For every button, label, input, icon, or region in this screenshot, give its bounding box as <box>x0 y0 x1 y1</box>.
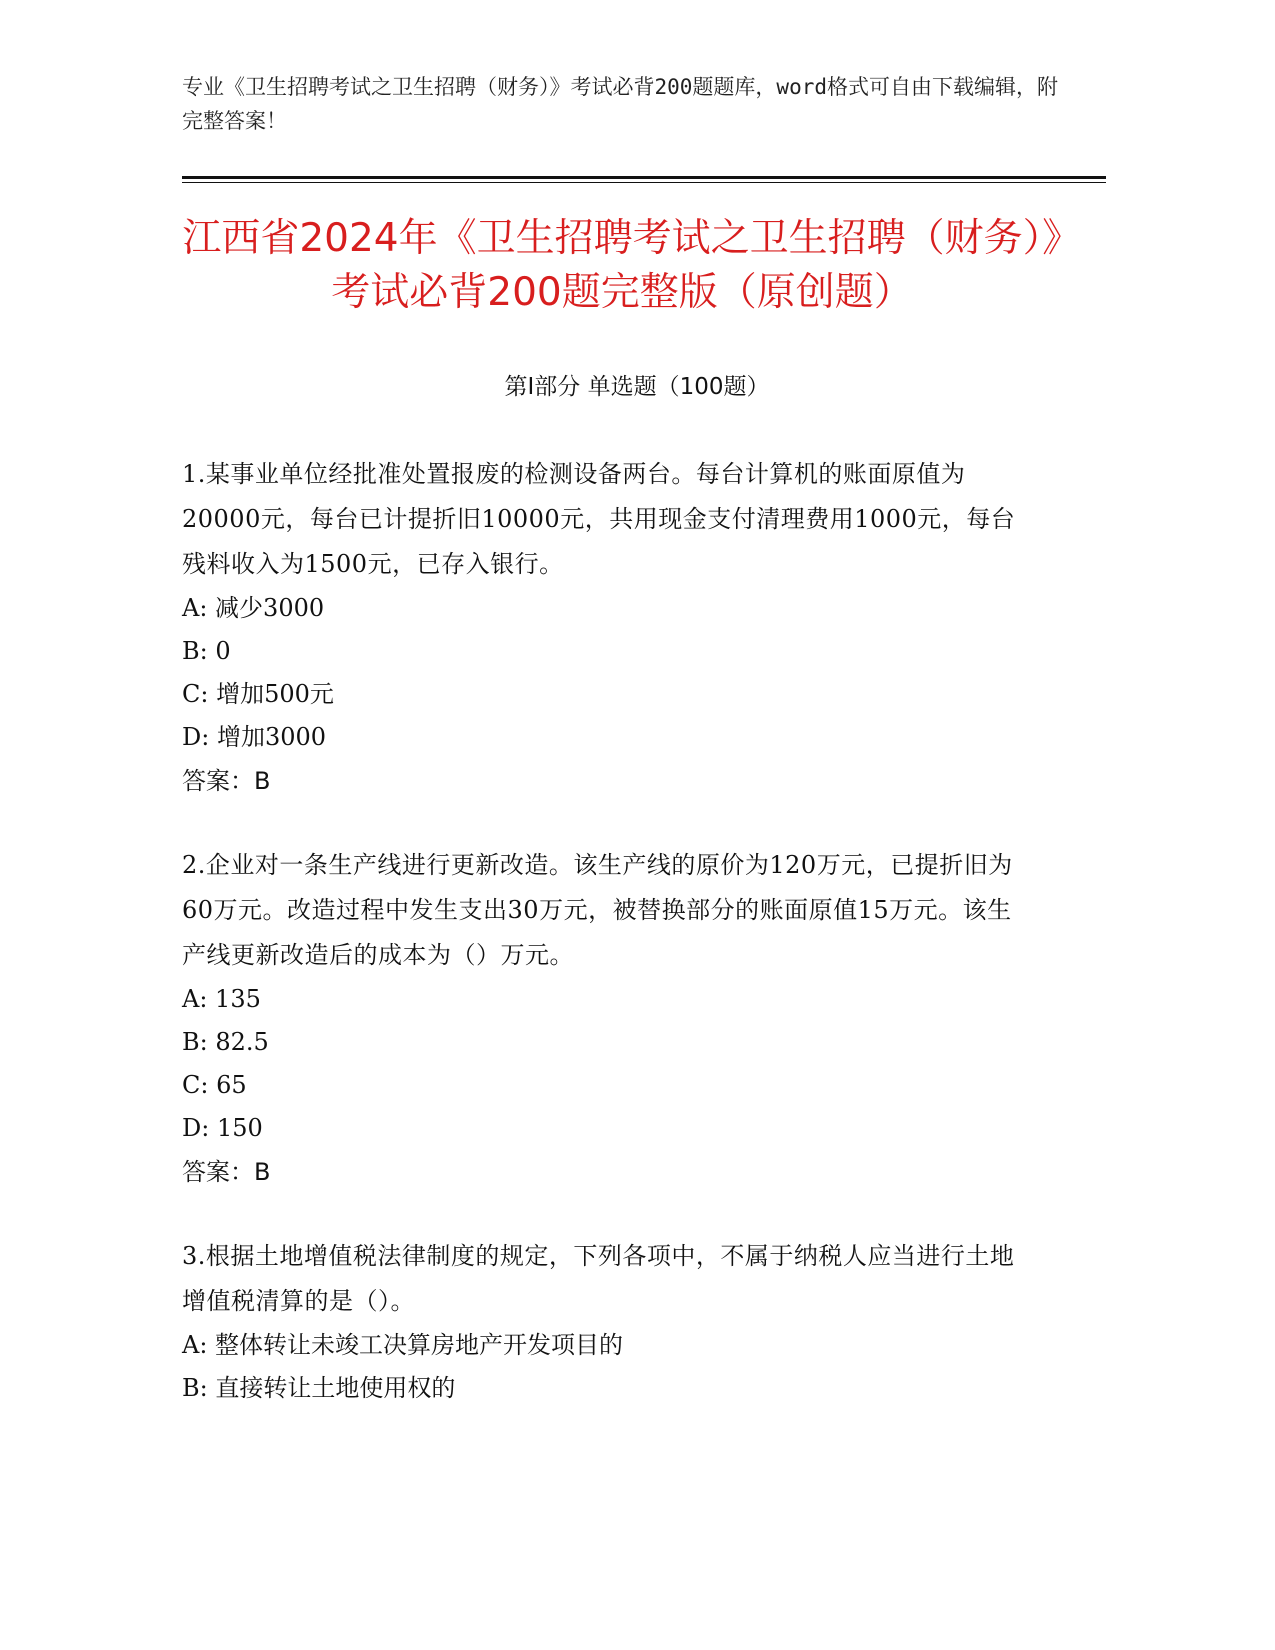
option-c: C: 增加500元 <box>182 680 334 708</box>
answer-text: 答案：B <box>182 767 271 795</box>
question-stem: 2.企业对一条生产线进行更新改造。该生产线的原价为120万元，已提折旧为60万元。改造过程中发生支出30万元，被替换部分的账面原值15万元。该生产线更新改造后的成本为（）万元。 <box>182 851 1013 969</box>
header-divider-thick <box>182 176 1106 179</box>
question-stem: 1.某事业单位经批准处置报废的检测设备两台。每台计算机的账面原值为20000元，每台已计提折旧10000元，共用现金支付清理费用1000元，每台残料收入为1500元，已存入银行。 <box>182 460 1016 578</box>
section-heading: 第I部分 单选题（100题） <box>504 374 770 400</box>
question-2 <box>182 843 1022 1194</box>
option-b: B: 0 <box>182 637 231 665</box>
option-c: C: 65 <box>182 1071 247 1099</box>
question-list <box>182 452 1022 1450</box>
question-3 <box>182 1234 1022 1410</box>
option-b: B: 82.5 <box>182 1028 269 1056</box>
option-a: A: 减少3000 <box>182 594 325 622</box>
option-d: D: 150 <box>182 1114 263 1142</box>
answer-text: 答案：B <box>182 1158 271 1186</box>
option-a: A: 135 <box>182 985 261 1013</box>
header-note: 专业《卫生招聘考试之卫生招聘（财务）》考试必背200题题库，word格式可自由下载编辑，附完整答案！ <box>182 75 1058 133</box>
question-1 <box>182 452 1022 803</box>
option-b: B: 直接转让土地使用权的 <box>182 1374 456 1402</box>
question-stem: 3.根据土地增值税法律制度的规定，下列各项中，不属于纳税人应当进行土地增值税清算的是（）。 <box>182 1242 1015 1315</box>
option-a: A: 整体转让未竣工决算房地产开发项目的 <box>182 1331 624 1359</box>
document-title: 江西省2024年《卫生招聘考试之卫生招聘（财务）》考试必背200题完整版（原创题） <box>182 216 1062 315</box>
option-d: D: 增加3000 <box>182 723 327 751</box>
header-divider-thin <box>182 182 1106 183</box>
